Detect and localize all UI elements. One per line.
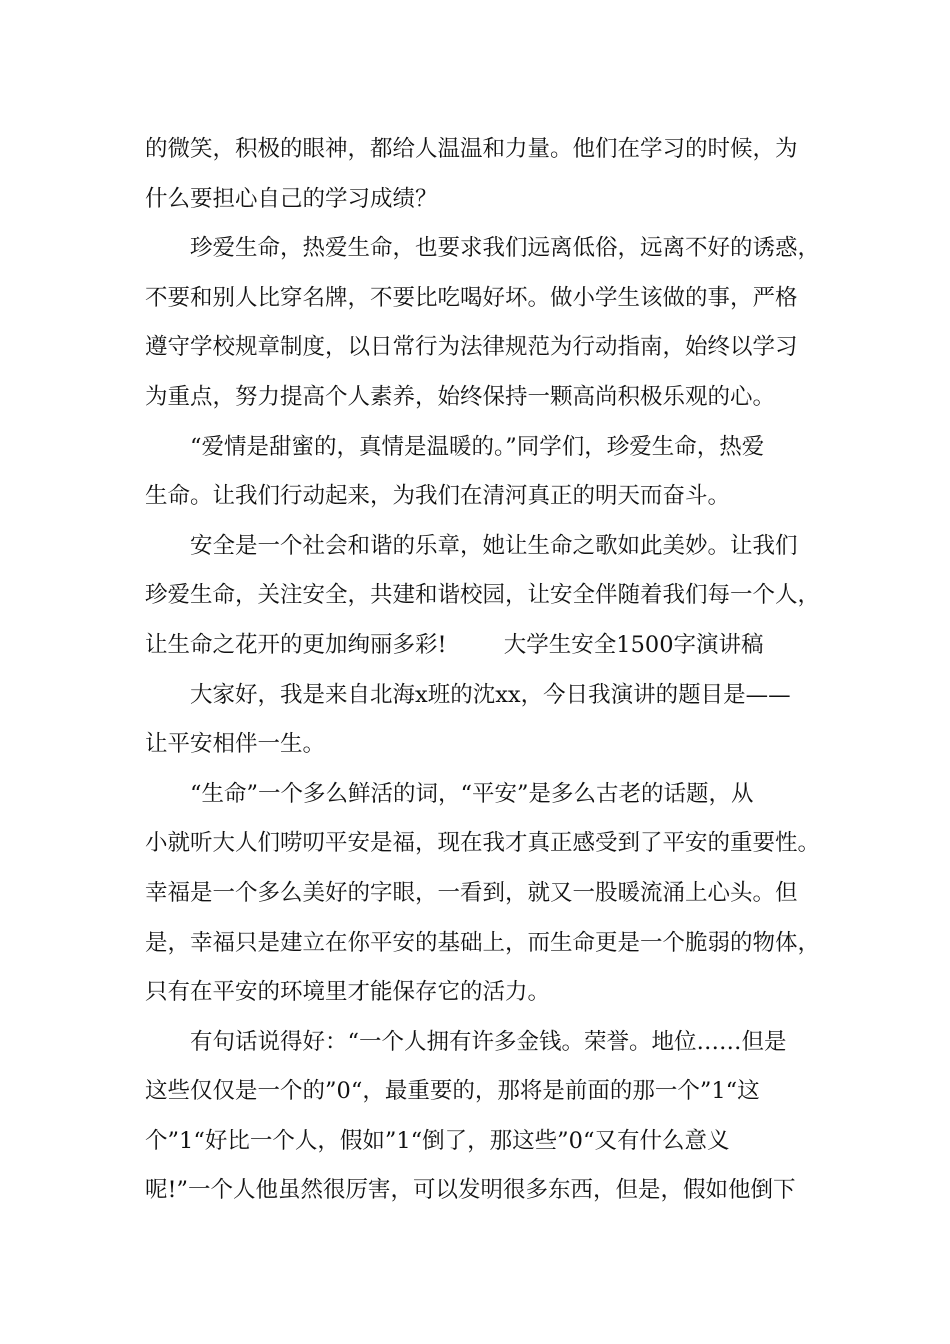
- text-line: 这些仅仅是一个的”0“，最重要的，那将是前面的那一个”1“这: [145, 1078, 760, 1105]
- text-line: 什么要担心自己的学习成绩？: [145, 185, 438, 212]
- text-line: 个”1“好比一个人，假如”1“倒了，那这些”0“又有什么意义: [145, 1127, 730, 1154]
- paragraph-first-line: 珍爱生命，热爱生命，也要求我们远离低俗，远离不好的诱惑，: [190, 235, 821, 262]
- text-line: 幸福是一个多么美好的字眼，一看到，就又一股暖流涌上心头。但: [145, 879, 798, 906]
- text-line: 小就听大人们唠叨平安是福，现在我才真正感受到了平安的重要性。: [145, 830, 821, 857]
- text-line: 只有在平安的环境里才能保存它的活力。: [145, 979, 551, 1006]
- text-line: 是，幸福只是建立在你平安的基础上，而生命更是一个脆弱的物体，: [145, 929, 821, 956]
- text-line: 让平安相伴一生。: [145, 731, 326, 758]
- body-text: [145, 125, 835, 1216]
- text-line: 为重点，努力提高个人素养，始终保持一颗高尚积极乐观的心。: [145, 383, 776, 410]
- paragraph-first-line: 有句话说得好：“一个人拥有许多金钱。荣誉。地位……但是: [190, 1028, 787, 1055]
- text-line: 珍爱生命，关注安全，共建和谐校园，让安全伴随着我们每一个人，: [145, 582, 821, 609]
- text-line-with-heading: 让生命之花开的更加绚丽多彩! 大学生安全1500字演讲稿: [145, 631, 764, 658]
- paragraph-first-line: “爱情是甜蜜的，真情是温暖的。”同学们，珍爱生命，热爱: [190, 433, 765, 460]
- paragraph-first-line: 安全是一个社会和谐的乐章，她让生命之歌如此美妙。让我们: [190, 532, 798, 559]
- text-line: 不要和别人比穿名牌，不要比吃喝好坏。做小学生该做的事，严格: [145, 284, 798, 311]
- text-line: 遵守学校规章制度，以日常行为法律规范为行动指南，始终以学习: [145, 334, 798, 361]
- paragraph-first-line: “生命”一个多么鲜活的词，“平安”是多么古老的话题，从: [190, 780, 754, 807]
- text-line: 的微笑，积极的眼神，都给人温温和力量。他们在学习的时候，为: [145, 136, 798, 162]
- text-line: 生命。让我们行动起来，为我们在清河真正的明天而奋斗。: [145, 483, 731, 510]
- text-line: 呢!”一个人他虽然很厉害，可以发明很多东西，但是，假如他倒下: [145, 1177, 796, 1204]
- paragraph-first-line: 大家好，我是来自北海x班的沈xx，今日我演讲的题目是——: [190, 681, 791, 708]
